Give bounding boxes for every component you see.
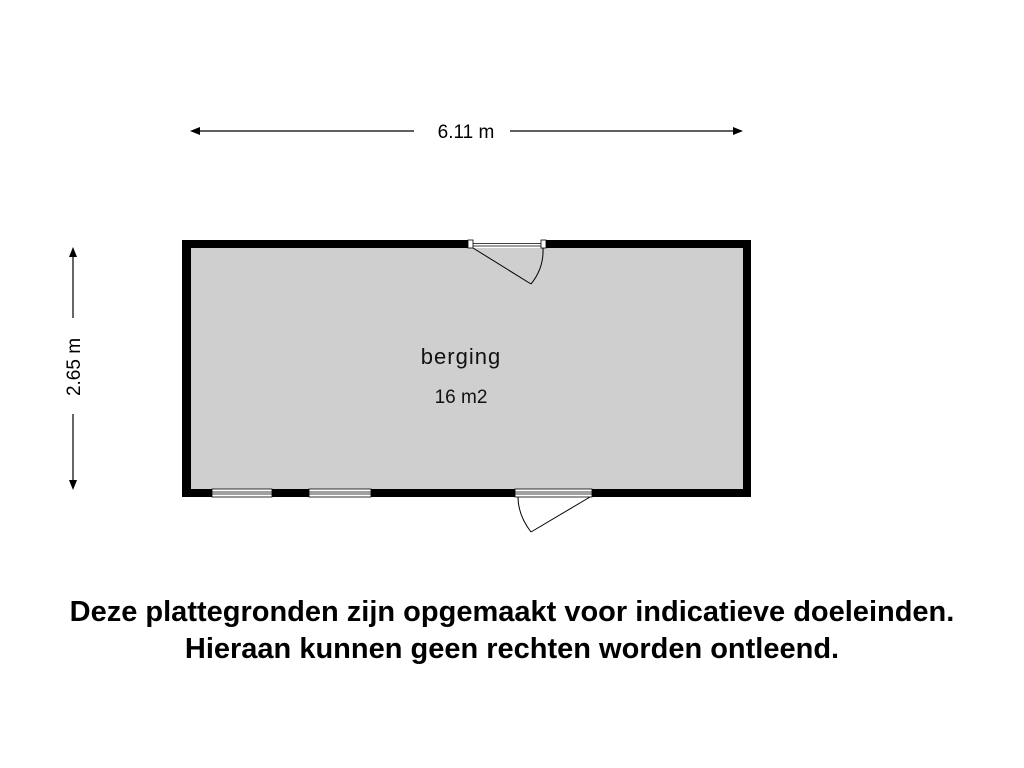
room-name: berging — [420, 344, 502, 369]
width-dimension-arrow-right — [733, 127, 743, 135]
top-door-opening — [472, 240, 544, 248]
height-dimension-arrow-top — [69, 247, 77, 257]
height-dimension-arrow-bottom — [69, 480, 77, 490]
width-dimension-arrow-left — [190, 127, 200, 135]
width-dimension — [190, 122, 743, 143]
bottom-door-leaf — [531, 497, 590, 532]
height-dimension — [64, 247, 85, 490]
width-dimension-label: 6.11 m — [437, 122, 495, 143]
bottom-window-2 — [309, 489, 371, 497]
height-dimension-label: 2.65 m — [64, 337, 85, 397]
disclaimer-line-1: Deze plattegronden zijn opgemaakt voor indicatieve doeleinden. — [69, 596, 955, 628]
bottom-door — [515, 489, 592, 532]
room-area: 16 m2 — [434, 387, 488, 408]
disclaimer-line-2: Hieraan kunnen geen rechten worden ontleend. — [184, 633, 840, 665]
bottom-window-1 — [212, 489, 272, 497]
room-berging — [182, 240, 751, 532]
bottom-door-swing — [518, 497, 531, 532]
